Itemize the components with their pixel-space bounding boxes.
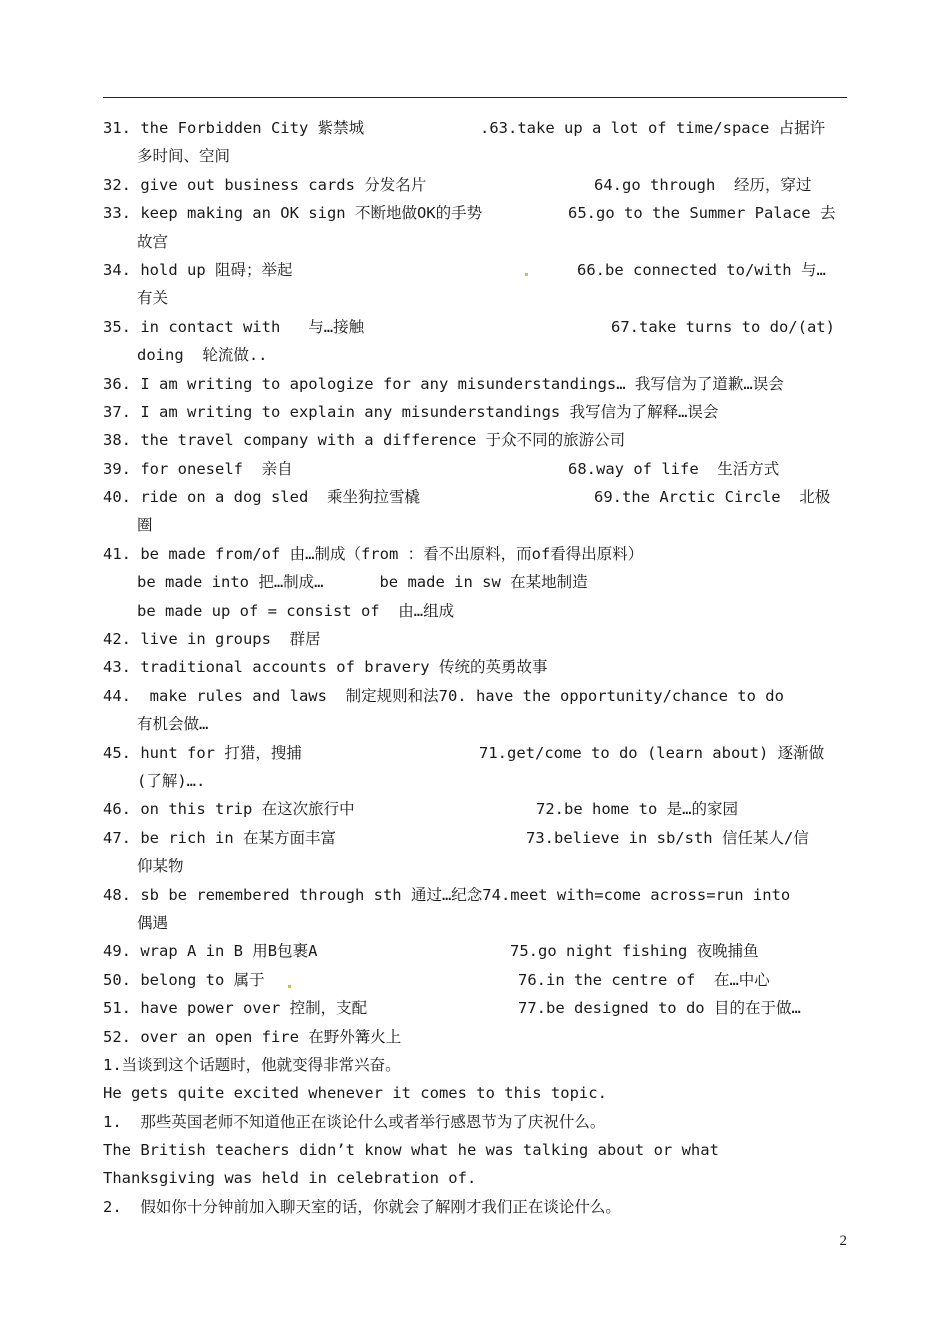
text-line — [103, 511, 847, 539]
line-left-text: 37. I am writing to explain any misunderstandings 我写信为了解释…误会 — [103, 402, 719, 421]
line-left-text: 34. hold up 阻碍；举起 — [103, 260, 293, 279]
line-left-text: 40. ride on a dog sled 乘坐狗拉雪橇 — [103, 488, 420, 507]
text-line — [103, 994, 847, 1022]
line-left-text: 51. have power over 控制，支配 — [103, 999, 368, 1018]
text-line — [103, 852, 847, 880]
line-right-text: .63.take up a lot of time/space 占据许 — [480, 119, 826, 137]
text-line — [103, 228, 847, 256]
line-left-text: Thanksgiving was held in celebration of. — [103, 1169, 477, 1188]
text-line — [103, 114, 847, 142]
text-line — [103, 1108, 847, 1136]
text-line — [103, 483, 847, 511]
line-left-text: 仰某物 — [137, 857, 184, 876]
text-line — [103, 1023, 847, 1051]
line-left-text: (了解)…. — [137, 771, 206, 790]
line-left-text: 38. the travel company with a difference 于众不同的旅游公司 — [103, 431, 626, 450]
text-line — [103, 313, 847, 341]
line-right-text: 69.the Arctic Circle 北极 — [594, 488, 831, 507]
page-number: 2 — [839, 1233, 847, 1249]
text-line — [103, 1051, 847, 1079]
text-line — [103, 653, 847, 681]
text-line — [103, 881, 847, 909]
text-line — [103, 739, 847, 767]
line-left-text: be made up of = consist of 由…组成 — [137, 601, 455, 620]
text-line — [103, 767, 847, 795]
line-left-text: 46. on this trip 在这次旅行中 — [103, 800, 355, 819]
line-left-text: 36. I am writing to apologize for any misunderstandings… 我写信为了道歉…误会 — [103, 374, 784, 393]
line-right-text: 66.be connected to/with 与… — [577, 260, 826, 279]
text-line — [103, 199, 847, 227]
text-line — [103, 1193, 847, 1221]
line-right-text: 76.in the centre of 在…中心 — [518, 970, 770, 989]
line-right-text: 71.get/come to do (learn about) 逐渐做 — [479, 743, 825, 762]
line-left-text: 33. keep making an OK sign 不断地做OK的手势 — [103, 204, 483, 223]
text-line — [103, 370, 847, 398]
line-left-text: 偶遇 — [137, 913, 169, 932]
line-left-text: 44. make rules and laws 制定规则和法70. have the opportunity/chance to do — [103, 686, 784, 705]
line-left-text: 39. for oneself 亲自 — [103, 459, 293, 478]
text-line — [103, 597, 847, 625]
line-left-text: 50. belong to 属于 — [103, 970, 265, 989]
line-left-text: 35. in contact with 与…接触 — [103, 317, 365, 336]
line-left-text: doing 轮流做.. — [137, 346, 268, 365]
header-rule — [103, 97, 847, 98]
line-left-text: 2. 假如你十分钟前加入聊天室的话，你就会了解刚才我们正在谈论什么。 — [103, 1197, 621, 1216]
text-line — [103, 455, 847, 483]
document-body — [103, 114, 847, 1221]
line-left-text: 1.当谈到这个话题时，他就变得非常兴奋。 — [103, 1055, 401, 1074]
line-left-text: 49. wrap A in B 用B包裹A — [103, 942, 318, 961]
line-left-text: 48. sb be remembered through sth 通过…纪念74.meet with=come across=run into — [103, 885, 791, 904]
line-left-text: 32. give out business cards 分发名片 — [103, 175, 427, 194]
line-right-text: 75.go night fishing 夜晚捕鱼 — [510, 942, 759, 961]
text-line — [103, 284, 847, 312]
speck-mark — [288, 985, 291, 988]
line-left-text: The British teachers didn’t know what he was talking about or what — [103, 1141, 719, 1160]
line-left-text: 多时间、空间 — [137, 147, 231, 166]
line-left-text: 47. be rich in 在某方面丰富 — [103, 828, 336, 847]
text-line — [103, 256, 847, 284]
line-left-text: 52. over an open fire 在野外篝火上 — [103, 1027, 402, 1046]
line-left-text: 43. traditional accounts of bravery 传统的英勇故事 — [103, 658, 548, 677]
line-left-text: 有机会做… — [137, 715, 209, 734]
speck-mark — [525, 273, 528, 276]
text-line — [103, 795, 847, 823]
line-right-text: 65.go to the Summer Palace 去 — [568, 204, 836, 223]
line-right-text: 73.believe in sb/sth 信任某人/信 — [526, 828, 809, 847]
line-right-text: 72.be home to 是…的家园 — [536, 800, 738, 819]
text-line — [103, 1079, 847, 1107]
line-left-text: 有关 — [137, 289, 169, 308]
text-line — [103, 1164, 847, 1192]
line-left-text: He gets quite excited whenever it comes to this topic. — [103, 1084, 607, 1103]
line-left-text: 42. live in groups 群居 — [103, 630, 321, 649]
text-line — [103, 682, 847, 710]
text-line — [103, 341, 847, 369]
text-line — [103, 142, 847, 170]
text-line — [103, 710, 847, 738]
text-line — [103, 398, 847, 426]
line-right-text: 68.way of life 生活方式 — [568, 459, 780, 478]
line-right-text: 67.take turns to do/(at) — [611, 317, 835, 336]
text-line — [103, 171, 847, 199]
line-right-text: 77.be designed to do 目的在于做… — [518, 999, 801, 1018]
line-left-text: 圈 — [137, 516, 153, 535]
text-line — [103, 568, 847, 596]
text-line — [103, 1136, 847, 1164]
text-line — [103, 824, 847, 852]
text-line — [103, 937, 847, 965]
line-left-text: be made into 把…制成… be made in sw 在某地制造 — [137, 573, 588, 592]
text-line — [103, 540, 847, 568]
text-line — [103, 966, 847, 994]
line-left-text: 45. hunt for 打猎，搜捕 — [103, 743, 302, 762]
line-left-text: 41. be made from/of 由…制成（from ：看不出原料，而of看得出原料） — [103, 544, 644, 563]
text-line — [103, 426, 847, 454]
line-left-text: 故宫 — [137, 232, 169, 251]
line-left-text: 1. 那些英国老师不知道他正在谈论什么或者举行感恩节为了庆祝什么。 — [103, 1112, 606, 1131]
text-line — [103, 625, 847, 653]
line-right-text: 64.go through 经历，穿过 — [594, 175, 812, 194]
text-line — [103, 909, 847, 937]
line-left-text: 31. the Forbidden City 紫禁城 — [103, 119, 365, 137]
